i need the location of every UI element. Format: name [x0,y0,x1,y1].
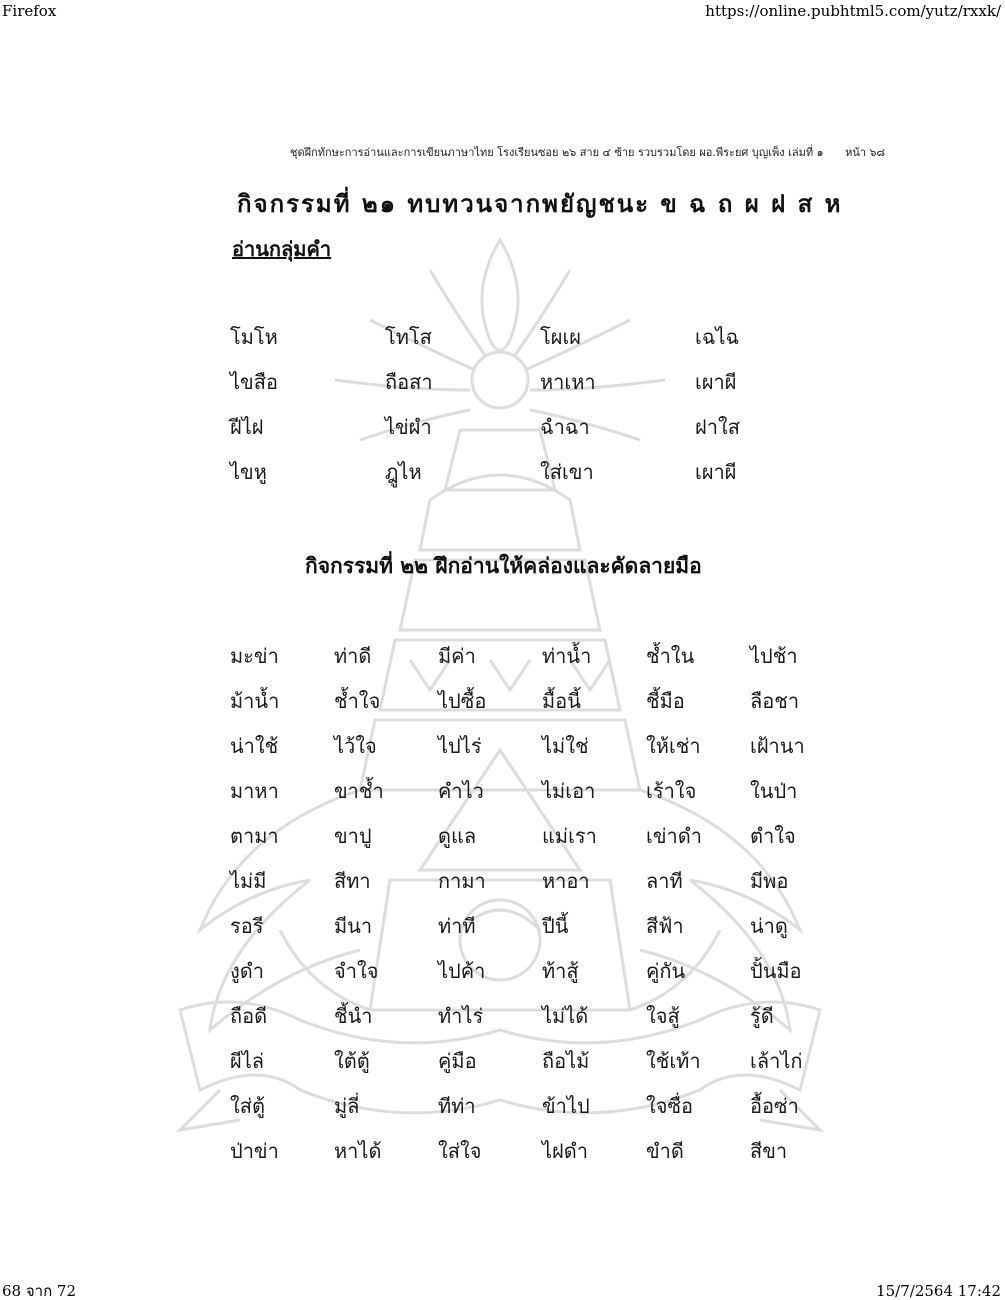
word-cell: ถือดี [230,1004,268,1028]
word-cell: มาหา [230,779,279,803]
word-cell: ชี้นำ [334,1004,373,1028]
word-cell: ไม่ใช่ [542,734,589,758]
word-cell: ไข่ผำ [385,415,432,439]
word-cell: มู่ลี่ [334,1094,360,1118]
word-cell: ปั้นมือ [750,959,802,983]
page-running-header [290,143,886,161]
word-cell: ฎูไห [385,460,422,484]
word-cell: ข้าไป [542,1094,590,1118]
word-cell: ชี้มือ [646,689,685,713]
word-cell: รู้ดี [750,1004,774,1028]
word-cell: ขาปู [334,824,372,848]
word-cell: มีพอ [750,869,789,893]
word-cell: ฝีไฝ [230,415,264,439]
word-cell: ไขสือ [230,370,278,394]
word-cell: เร้าใจ [646,779,697,803]
word-cell: ใจสู้ [646,1004,680,1028]
header-text: ชุดฝึกทักษะการอ่านและการเขียนภาษาไทย โรงเรียนซอย ๒๖ สาย ๔ ซ้าย รวบรวมโดย ผอ.พีระยศ บุญเพ็ง เล่มที่ ๑ [290,146,824,159]
word-cell: ใช้เท้า [646,1049,701,1073]
word-cell: ไว้ใจ [334,734,377,758]
word-cell: สีฟ้า [646,914,684,938]
activity-22-title: กิจกรรมที่ ๒๒ ฝึกอ่านให้คล่องและคัดลายมือ [305,554,702,578]
word-cell: ไขหู [230,460,267,484]
word-cell: มื้อนี้ [542,689,581,713]
word-cell: หาได้ [334,1139,382,1163]
word-cell: ท่าที [438,914,476,938]
word-cell: ท่าดี [334,644,372,668]
word-cell: ผีไล่ [230,1049,265,1073]
word-cell: กามา [438,869,486,893]
page-url[interactable]: https://online.pubhtml5.com/yutz/rxxk/ [705,2,1001,20]
word-cell: เผาผี [695,460,737,484]
word-cell: ลือชา [750,689,800,713]
word-cell: ไปซื้อ [438,689,487,713]
page-counter: 68 จาก 72 [2,1282,77,1300]
word-cell: ใจซื่อ [646,1094,694,1118]
word-cell: ไปช้า [750,644,798,668]
word-cell: คู่มือ [438,1049,477,1073]
word-cell: ช้ำใจ [334,689,381,713]
word-cell: ฉำฉา [540,415,590,439]
activity-22-word-grid [230,641,830,1166]
word-cell: ช้ำใน [646,644,695,668]
word-cell: ฝาใส [695,415,740,439]
word-cell: ตำใจ [750,824,796,848]
word-cell: หาอา [542,869,590,893]
word-cell: รอรี [230,914,264,938]
word-cell: แม่เรา [542,824,597,848]
word-cell: มีค่า [438,644,476,668]
word-cell: งูดำ [230,959,264,983]
word-cell: ขาช้ำ [334,779,384,803]
activity-21-title: กิจกรรมที่ ๒๑ ทบทวนจากพยัญชนะ ข ฉ ถ ผ ฝ ส ห [237,190,843,218]
word-cell: ในป่า [750,779,798,803]
word-cell: ใต้ตู้ [334,1049,370,1073]
word-cell: หาเหา [540,370,596,394]
word-cell: ทำไร่ [438,1004,484,1028]
word-cell: ไม่เอา [542,779,596,803]
word-cell: ดูแล [438,824,477,848]
word-cell: เข่าดำ [646,824,702,848]
word-cell: ลาที [646,869,683,893]
word-cell: เฉไฉ [695,325,740,349]
word-cell: สีทา [334,869,371,893]
word-cell: ใส่ใจ [438,1139,482,1163]
word-cell: เผาผี [695,370,737,394]
word-cell: ม้าน้ำ [230,689,280,713]
word-cell: ไม่ได้ [542,1004,589,1028]
word-cell: โทโส [385,325,432,349]
header-page-number: หน้า ๖๘ [845,146,886,159]
word-cell: ไปไร่ [438,734,482,758]
word-cell: ใส่เขา [540,460,594,484]
print-datetime: 15/7/2564 17:42 [876,1282,1001,1300]
word-cell: ไม่มี [230,869,267,893]
word-cell: มะข่า [230,644,279,668]
word-cell: จำใจ [334,959,379,983]
word-cell: ถือไม้ [542,1049,590,1073]
word-cell: คู่กัน [646,959,686,983]
word-cell: คำไว [438,779,484,803]
word-cell: เฝ้านา [750,734,805,758]
word-cell: ไปค้า [438,959,486,983]
browser-app-name: Firefox [2,2,57,20]
activity-21-subtitle: อ่านกลุ่มคำ [232,237,332,261]
word-cell: โผเผ [540,325,582,349]
word-cell: ปีนี้ [542,914,569,938]
word-cell: โมโห [230,325,278,349]
word-cell: ทีท่า [438,1094,476,1118]
activity-21-word-grid [230,322,790,487]
word-cell: ขำดี [646,1139,684,1163]
word-cell: เล้าไก่ [750,1049,803,1073]
word-cell: สีขา [750,1139,788,1163]
word-cell: น่าดู [750,914,788,938]
word-cell: ตามา [230,824,279,848]
word-cell: อื้อซ่า [750,1094,799,1118]
word-cell: ถือสา [385,370,433,394]
word-cell: ให้เช่า [646,734,701,758]
word-cell: มีนา [334,914,373,938]
word-cell: ใส่ตู้ [230,1094,265,1118]
word-cell: น่าใช้ [230,734,279,758]
word-cell: ป่าข่า [230,1139,279,1163]
word-cell: ท่าน้ำ [542,644,592,668]
word-cell: ไฝดำ [542,1139,588,1163]
word-cell: ท้าสู้ [542,959,579,983]
